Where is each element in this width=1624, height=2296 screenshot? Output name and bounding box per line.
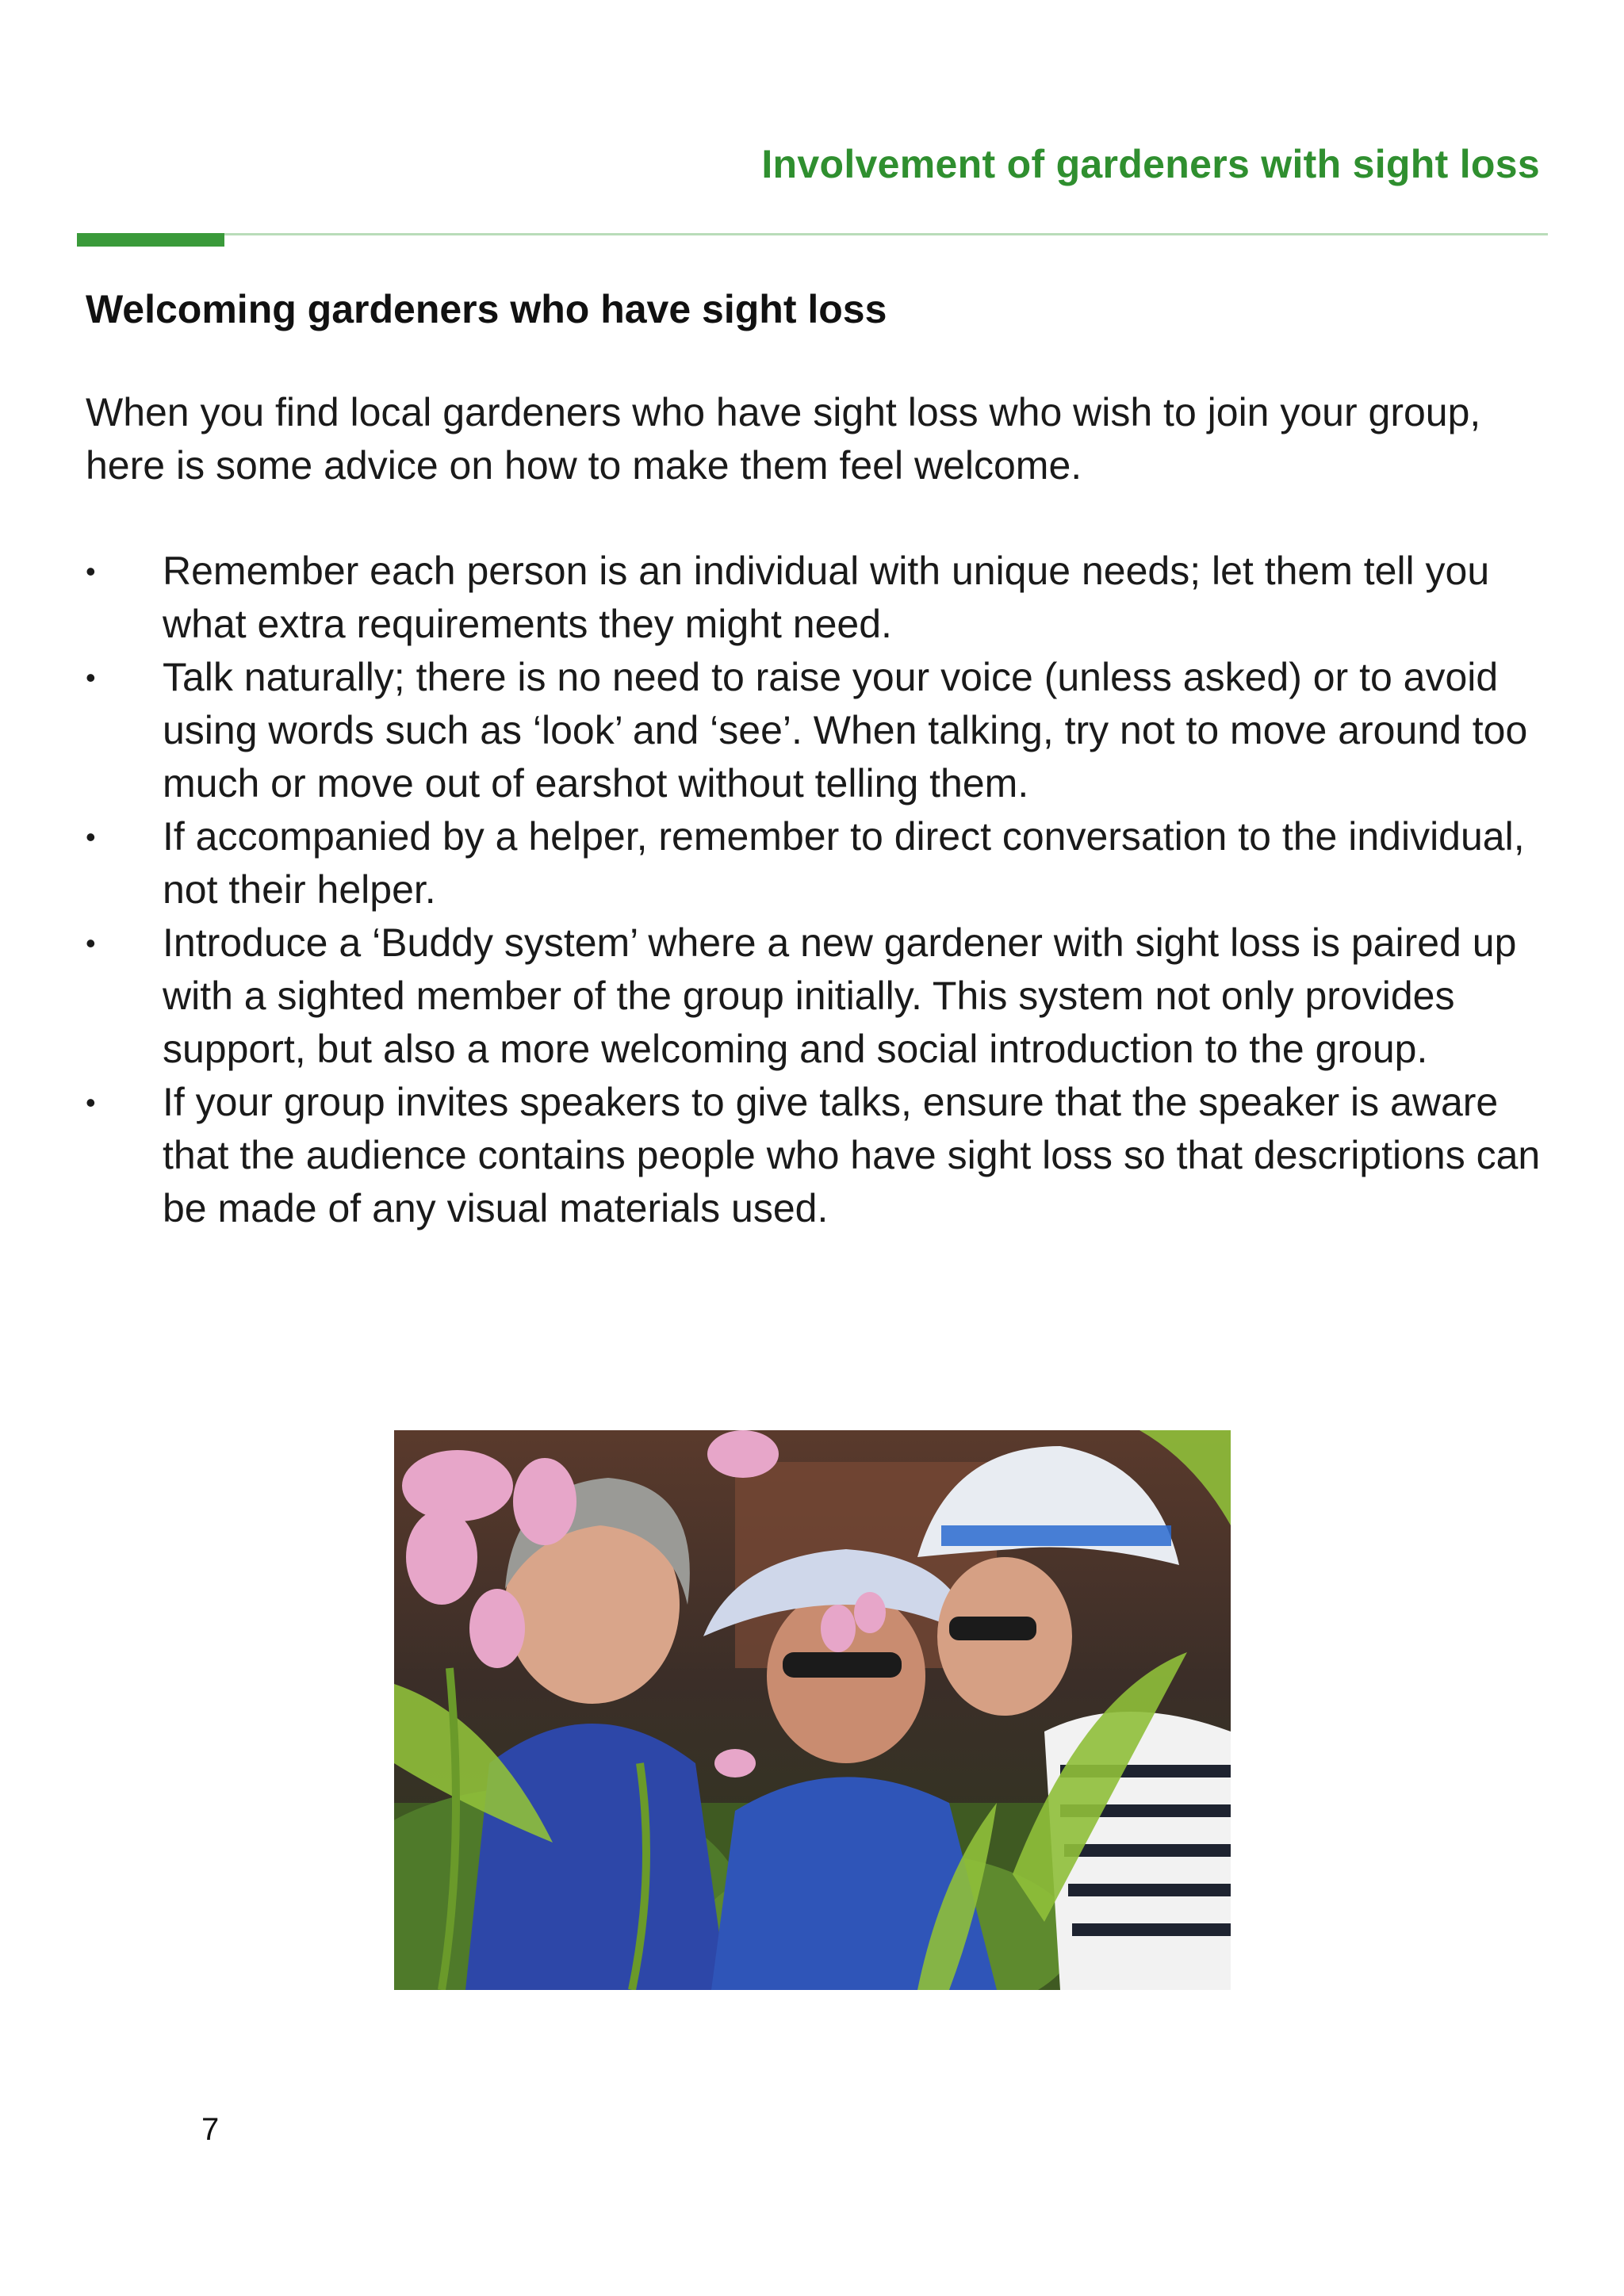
bullet-icon: • xyxy=(86,1086,96,1119)
list-item-text: Talk naturally; there is no need to raise your voice (unless asked) or to avoid using words such as ‘look’ and ‘see’. When talking, try not to move around too much or move out of earshot without telling them. xyxy=(163,655,1528,806)
list-item-text: If accompanied by a helper, remember to direct conversation to the individual, not their helper. xyxy=(163,814,1525,912)
page-number: 7 xyxy=(201,2112,220,2147)
header-divider xyxy=(77,233,1548,235)
main-content xyxy=(86,284,1545,1235)
list-item-text: Introduce a ‘Buddy system’ where a new gardener with sight loss is paired up with a sighted member of the group initially. This system not only provides support, but also a more welcoming and social introduction to the group. xyxy=(163,920,1517,1071)
list-item xyxy=(86,810,1545,916)
list-item xyxy=(86,916,1545,1076)
intro-paragraph: When you find local gardeners who have sight loss who wish to join your group, here is some advice on how to make them feel welcome. xyxy=(86,390,1481,488)
list-item xyxy=(86,1076,1545,1235)
bullet-icon: • xyxy=(86,821,96,853)
header-divider-accent xyxy=(77,233,224,247)
gardeners-photo xyxy=(394,1430,1231,1990)
bullet-icon: • xyxy=(86,927,96,959)
bullet-icon: • xyxy=(86,555,96,587)
gardeners-photo-illustration xyxy=(394,1430,1231,1990)
page-header-title: Involvement of gardeners with sight loss xyxy=(761,142,1540,186)
list-item xyxy=(86,545,1545,651)
list-item-text: Remember each person is an individual with unique needs; let them tell you what extra requirements they might need. xyxy=(163,549,1490,646)
list-item-text: If your group invites speakers to give talks, ensure that the speaker is aware that the audience contains people who have sight loss so that descriptions can be made of any visual materials used. xyxy=(163,1080,1541,1230)
section-heading: Welcoming gardeners who have sight loss xyxy=(86,287,887,331)
list-item xyxy=(86,651,1545,810)
advice-list xyxy=(86,545,1545,1235)
bullet-icon: • xyxy=(86,661,96,694)
